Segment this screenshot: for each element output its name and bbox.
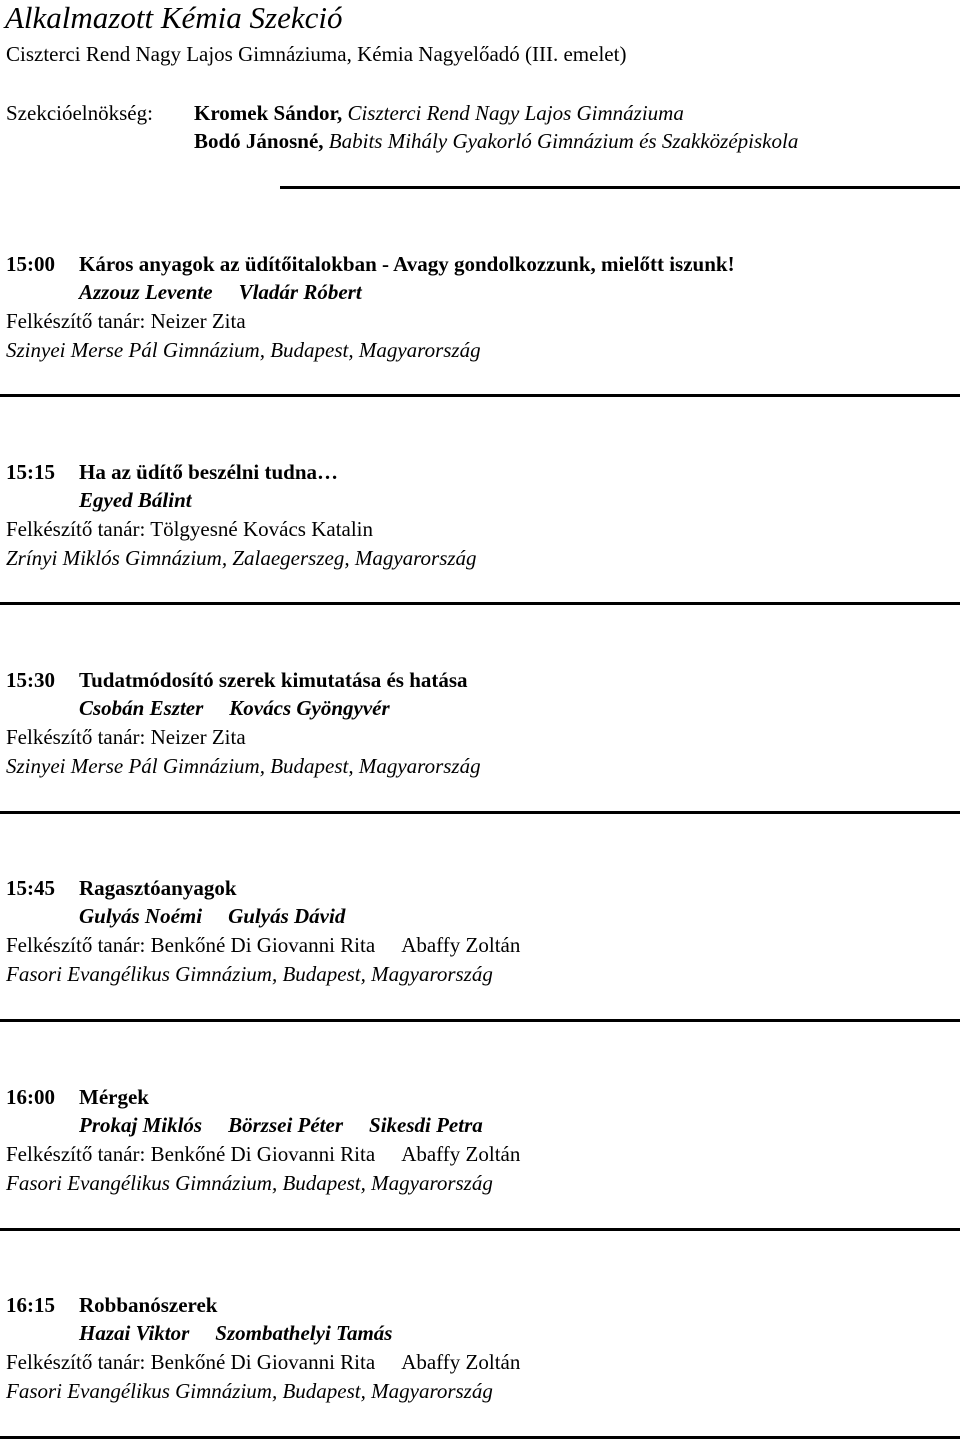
talk-students [79,906,371,927]
chair-entry [194,103,684,124]
talk-block [0,462,960,577]
talk-school: Fasori Evangélikus Gimnázium, Budapest, Magyarország [6,962,493,986]
talk-students [79,282,388,303]
divider [0,602,960,605]
student-name: Egyed Bálint [79,488,192,512]
student-name: Gulyás Dávid [228,904,346,928]
talk-supervisor [6,311,246,332]
talk-block [0,1295,960,1410]
talk-title: Ha az üdítő beszélni tudna… [79,460,339,484]
supervisor-name: Benkőné Di Giovanni Rita [150,933,376,957]
divider [280,186,960,189]
student-name: Kovács Gyöngyvér [229,696,390,720]
student-name: Sikesdi Petra [369,1113,483,1137]
talk-time: 15:00 [6,252,55,276]
student-name: Hazai Viktor [79,1321,190,1345]
talk-time: 16:00 [6,1085,55,1109]
chair-label: Szekcióelnökség: [6,101,153,125]
student-name: Vladár Róbert [238,280,362,304]
talk-time: 15:45 [6,876,55,900]
divider [0,1436,960,1439]
chair-name: Kromek Sándor, [194,101,343,125]
talk-block [0,254,960,369]
supervisor-label: Felkészítő tanár: [6,517,146,541]
talk-students [79,1115,509,1136]
talk-school: Zrínyi Miklós Gimnázium, Zalaegerszeg, Magyarország [6,546,477,570]
talk-title: Robbanószerek [79,1293,218,1317]
talk-title: Káros anyagok az üdítőitalokban - Avagy gondolkozzunk, mielőtt iszunk! [79,252,735,276]
divider [0,394,960,397]
talk-heading [6,878,237,899]
supervisor-label: Felkészítő tanár: [6,933,146,957]
chair-school: Ciszterci Rend Nagy Lajos Gimnáziuma [347,101,684,125]
talk-title: Ragasztóanyagok [79,876,237,900]
talk-block [0,1087,960,1202]
student-name: Azzouz Levente [79,280,213,304]
supervisor-label: Felkészítő tanár: [6,1350,146,1374]
talk-block [0,670,960,785]
talk-supervisor [6,727,246,748]
talk-heading [6,1295,217,1316]
student-name: Börzsei Péter [228,1113,344,1137]
supervisor-label: Felkészítő tanár: [6,309,146,333]
venue: Ciszterci Rend Nagy Lajos Gimnáziuma, Kémia Nagyelőadó (III. emelet) [6,42,627,66]
chair-entry [194,131,798,152]
divider [0,1228,960,1231]
talk-supervisor [6,1144,520,1165]
talk-students [79,698,416,719]
talk-block [0,878,960,993]
talk-heading [6,1087,149,1108]
supervisor-name: Benkőné Di Giovanni Rita [150,1350,376,1374]
talk-title: Mérgek [79,1085,149,1109]
section-title: Alkalmazott Kémia Szekció [5,0,343,35]
student-name: Gulyás Noémi [79,904,203,928]
chair-school: Babits Mihály Gyakorló Gimnázium és Szakközépiskola [328,129,799,153]
talk-time: 15:30 [6,668,55,692]
supervisor-name: Benkőné Di Giovanni Rita [150,1142,376,1166]
talk-school: Szinyei Merse Pál Gimnázium, Budapest, Magyarország [6,754,481,778]
talk-school: Szinyei Merse Pál Gimnázium, Budapest, Magyarország [6,338,481,362]
supervisor-name: Neizer Zita [150,725,246,749]
divider [0,1019,960,1022]
supervisor-name: Abaffy Zoltán [401,1350,521,1374]
talk-supervisor [6,1352,520,1373]
talk-heading [6,670,468,691]
student-name: Szombathelyi Tamás [215,1321,393,1345]
talk-school: Fasori Evangélikus Gimnázium, Budapest, Magyarország [6,1171,493,1195]
talk-heading [6,462,338,483]
talk-heading [6,254,735,275]
talk-school: Fasori Evangélikus Gimnázium, Budapest, Magyarország [6,1379,493,1403]
talk-time: 16:15 [6,1293,55,1317]
supervisor-name: Neizer Zita [150,309,246,333]
supervisor-name: Abaffy Zoltán [401,933,521,957]
talk-supervisor [6,519,373,540]
talk-supervisor [6,935,520,956]
supervisor-name: Abaffy Zoltán [401,1142,521,1166]
supervisor-name: Tölgyesné Kovács Katalin [150,517,374,541]
chair-name: Bodó Jánosné, [194,129,324,153]
student-name: Prokaj Miklós [79,1113,203,1137]
student-name: Csobán Eszter [79,696,204,720]
divider [0,811,960,814]
talk-students [79,1323,418,1344]
talk-title: Tudatmódosító szerek kimutatása és hatása [79,668,468,692]
supervisor-label: Felkészítő tanár: [6,725,146,749]
talk-time: 15:15 [6,460,55,484]
supervisor-label: Felkészítő tanár: [6,1142,146,1166]
talk-students [79,490,218,511]
